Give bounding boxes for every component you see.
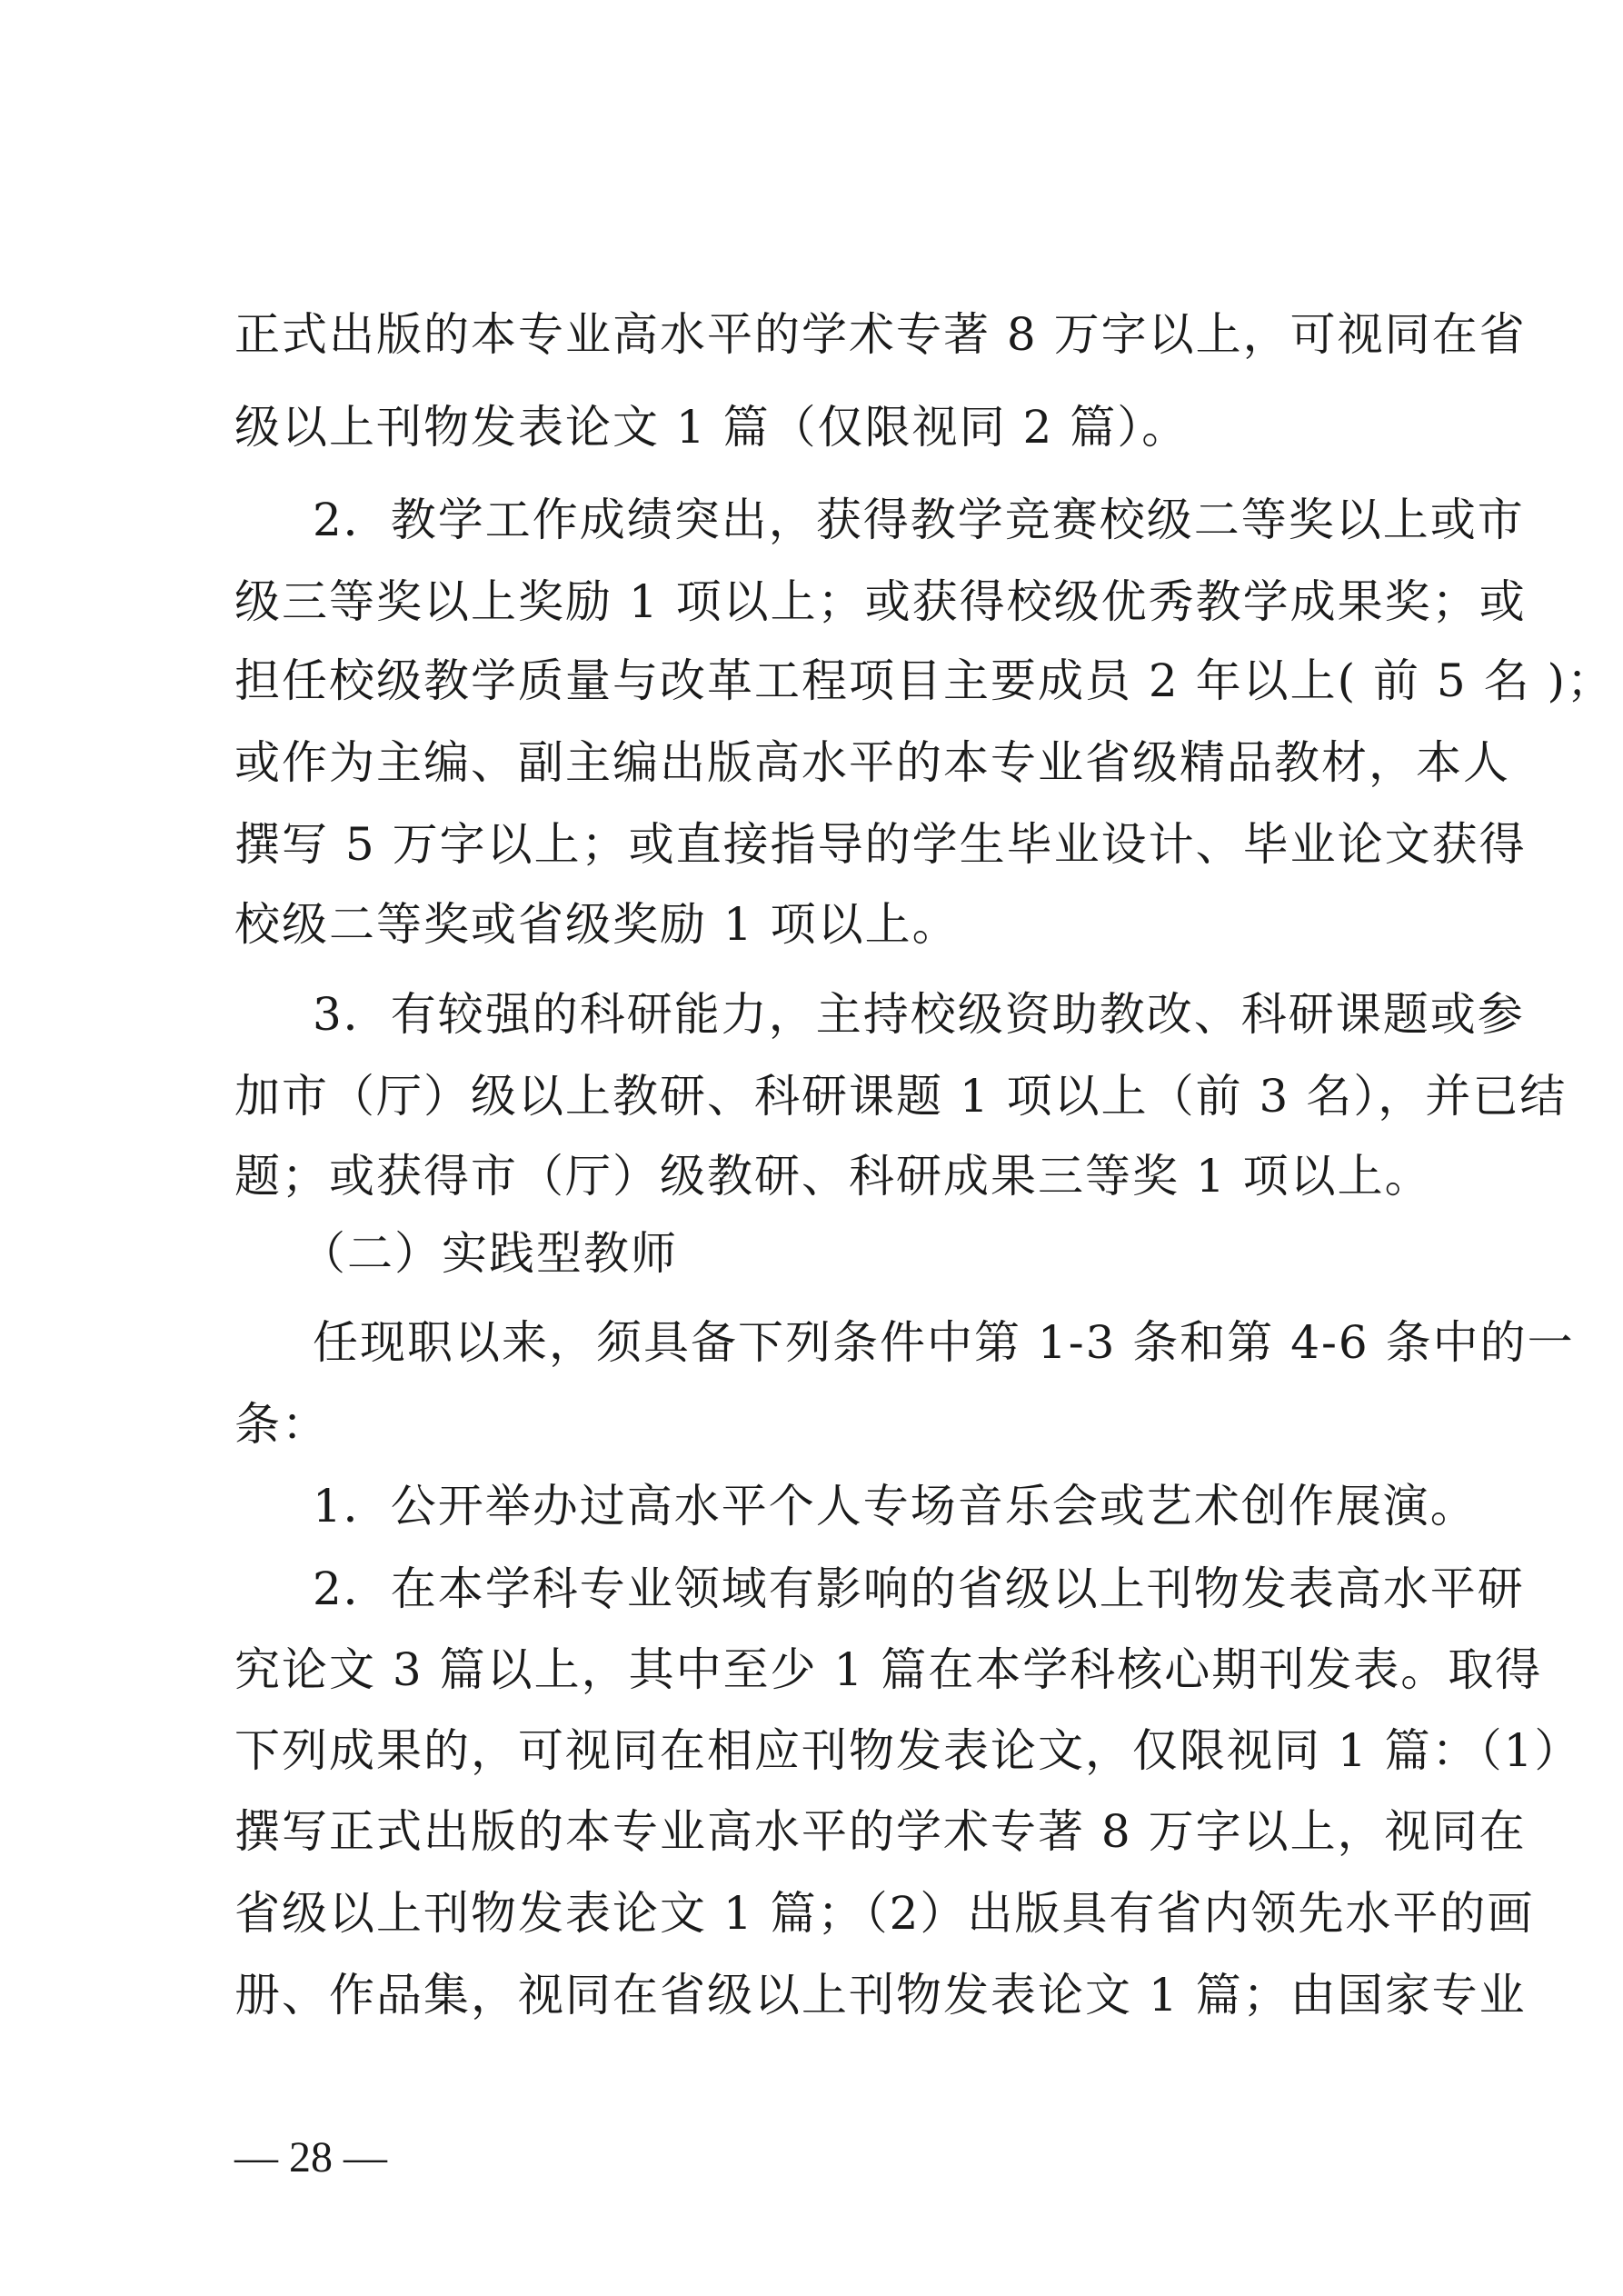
text-line: 担任校级教学质量与改革工程项目主要成员 2 年以上( 前 5 名 )；: [234, 654, 1614, 707]
text-line: 究论文 3 篇以上，其中至少 1 篇在本学科核心期刊发表。取得: [234, 1643, 1543, 1696]
text-line: 2．在本学科专业领域有影响的省级以上刊物发表高水平研: [313, 1562, 1525, 1615]
page-number: — 28 —: [234, 2133, 387, 2181]
text-line: 级三等奖以上奖励 1 项以上；或获得校级优秀教学成果奖；或: [234, 575, 1527, 628]
text-line: 条：: [234, 1398, 329, 1451]
text-line: 册、作品集，视同在省级以上刊物发表论文 1 篇；由国家专业: [234, 1969, 1527, 2021]
text-line: 撰写 5 万字以上；或直接指导的学生毕业设计、毕业论文获得: [234, 818, 1527, 871]
text-line: 2．教学工作成绩突出，获得教学竞赛校级二等奖以上或市: [313, 494, 1525, 546]
text-line: 撰写正式出版的本专业高水平的学术专著 8 万字以上，视同在: [234, 1805, 1527, 1858]
section-heading: （二）实践型教师: [300, 1227, 678, 1280]
text-line: 题；或获得市（厅）级教研、科研成果三等奖 1 项以上。: [234, 1150, 1432, 1203]
text-line: 正式出版的本专业高水平的学术专著 8 万字以上，可视同在省: [234, 308, 1527, 361]
text-line: 下列成果的，可视同在相应刊物发表论文，仅限视同 1 篇：（1）: [234, 1724, 1582, 1777]
text-line: 校级二等奖或省级奖励 1 项以上。: [234, 898, 960, 951]
text-line: 级以上刊物发表论文 1 篇（仅限视同 2 篇）。: [234, 401, 1190, 454]
text-line: 或作为主编、副主编出版高水平的本专业省级精品教材，本人: [234, 736, 1510, 789]
text-line: 3．有较强的科研能力，主持校级资助教改、科研课题或参: [313, 988, 1525, 1041]
text-line: 任现职以来，须具备下列条件中第 1-3 条和第 4-6 条中的一: [313, 1316, 1575, 1369]
text-line: 1．公开举办过高水平个人专场音乐会或艺术创作展演。: [313, 1480, 1478, 1532]
text-line: 省级以上刊物发表论文 1 篇；（2）出版具有省内领先水平的画: [234, 1887, 1535, 1940]
text-line: 加市（厅）级以上教研、科研课题 1 项以上（前 3 名），并已结: [234, 1070, 1568, 1123]
